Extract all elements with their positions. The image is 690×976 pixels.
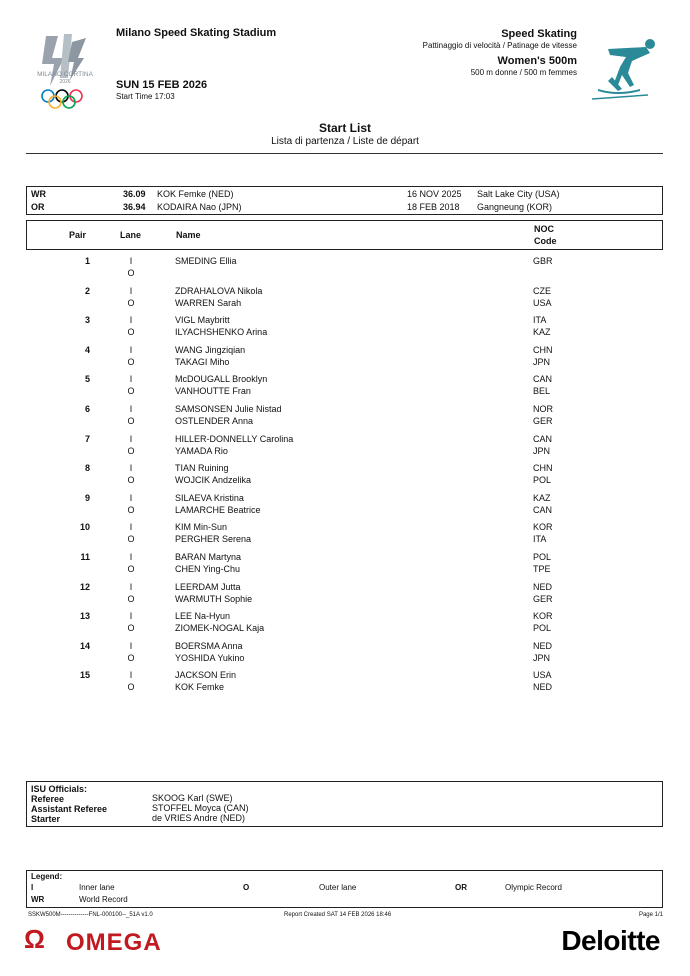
legend-code-inner: I	[31, 883, 34, 892]
pair-row-6	[26, 403, 663, 433]
lane-outer: O	[127, 534, 135, 545]
skater-name: LEE Na-Hyun	[175, 611, 231, 622]
lane-outer: O	[127, 327, 135, 338]
pair-number: 15	[79, 670, 90, 681]
lane-outer: O	[127, 682, 135, 693]
pair-row-7	[26, 433, 663, 463]
pair-row-5	[26, 373, 663, 403]
legend-text-or: Olympic Record	[505, 883, 562, 892]
report-created: Report Created SAT 14 FEB 2026 18:46	[284, 912, 392, 918]
lane-outer: O	[127, 593, 135, 604]
skater-name: WARREN Sarah	[175, 297, 242, 308]
lane-inner: I	[129, 285, 133, 296]
noc-code: TPE	[533, 564, 551, 574]
record-row-wr	[27, 188, 662, 201]
noc-code: JPN	[533, 445, 551, 456]
skater-name: YAMADA Rio	[175, 445, 228, 456]
skater-name: OSTLENDER Anna	[175, 416, 254, 426]
officials-heading: ISU Officials:	[31, 784, 88, 794]
lane-inner: I	[129, 552, 133, 562]
noc-code: CZE	[533, 285, 551, 296]
sport-translation: Pattinaggio di velocità / Patinage de vitesse	[422, 41, 577, 50]
skater-name: VIGL Maybritt	[175, 315, 230, 326]
pair-number: 13	[79, 611, 90, 622]
speed-skating-pictogram-icon	[588, 37, 668, 103]
pair-number: 7	[84, 433, 90, 444]
record-time: 36.94	[123, 202, 146, 212]
skater-name: ZDRAHALOVA Nikola	[175, 285, 263, 296]
event-name: Women's 500m	[497, 55, 577, 67]
skater-name: YOSHIDA Yukino	[175, 652, 245, 663]
record-holder: KODAIRA Nao (JPN)	[157, 202, 242, 212]
record-place: Salt Lake City (USA)	[477, 189, 560, 199]
referee-name: SKOOG Karl (SWE)	[152, 793, 233, 803]
noc-code: USA	[533, 670, 552, 681]
noc-code: GBR	[533, 256, 553, 266]
skater-name: VANHOUTTE Fran	[175, 386, 251, 397]
noc-code: ITA	[533, 534, 547, 545]
col-code-header: Code	[534, 236, 557, 246]
pair-number: 4	[84, 344, 90, 355]
lane-inner: I	[129, 492, 133, 503]
pair-row-8	[26, 462, 663, 492]
lane-outer: O	[127, 297, 135, 308]
noc-code: USA	[533, 297, 552, 308]
lane-outer: O	[127, 356, 135, 367]
pair-row-3	[26, 314, 663, 344]
legend-text-wr: World Record	[79, 895, 128, 904]
pair-row-4	[26, 344, 663, 374]
skater-name: BOERSMA Anna	[175, 640, 243, 651]
lane-outer: O	[127, 416, 135, 426]
starter-name: de VRIES Andre (NED)	[152, 813, 246, 823]
assistant-referee-name: STOFFEL Moyca (CAN)	[152, 803, 249, 813]
legend-code-or: OR	[455, 883, 467, 892]
noc-code: GER	[533, 593, 553, 604]
noc-code: NED	[533, 682, 553, 693]
pair-row-12	[26, 581, 663, 611]
pair-number: 9	[84, 492, 90, 503]
skater-name: LAMARCHE Beatrice	[175, 504, 261, 515]
noc-code: KOR	[533, 522, 553, 533]
skater-name: McDOUGALL Brooklyn	[175, 374, 268, 385]
sport-name: Speed Skating	[501, 28, 577, 40]
noc-code: CAN	[533, 374, 553, 385]
pair-row-14	[26, 640, 663, 670]
document-code: SSKW500M--------------FNL-000100--_51A v1.0	[28, 912, 153, 918]
logo-text: MILANO CORTINA	[37, 71, 93, 78]
col-noc-header: NOC	[534, 224, 554, 234]
noc-code: KAZ	[533, 327, 551, 338]
record-type: OR	[31, 202, 45, 212]
legend-heading: Legend:	[31, 872, 63, 881]
pair-row-13	[26, 610, 663, 640]
legend-code-wr: WR	[31, 895, 45, 904]
skater-name: WARMUTH Sophie	[175, 593, 253, 604]
skater-name: CHEN Ying-Chu	[175, 564, 241, 574]
record-type: WR	[31, 189, 46, 199]
noc-code: POL	[533, 623, 552, 634]
skater-name: WOJCIK Andzelika	[175, 475, 252, 486]
skater-name: ILYACHSHENKO Arina	[175, 327, 268, 338]
noc-code: CAN	[533, 504, 553, 515]
title-divider	[26, 153, 663, 154]
assistant-referee-label: Assistant Referee	[31, 804, 108, 814]
col-pair-header: Pair	[69, 230, 87, 240]
skater-name: SILAEVA Kristina	[175, 492, 244, 503]
lane-outer: O	[127, 623, 135, 634]
pair-row-15	[26, 669, 663, 699]
record-row-or	[27, 201, 662, 214]
skater-name: KOK Femke	[175, 682, 225, 693]
lane-inner: I	[129, 522, 133, 533]
record-time: 36.09	[123, 189, 146, 199]
noc-code: JPN	[533, 356, 551, 367]
skater-name: ZIOMEK-NOGAL Kaja	[175, 623, 265, 634]
skater-name: TAKAGI Miho	[175, 356, 230, 367]
legend-text-outer: Outer lane	[319, 883, 357, 892]
lane-inner: I	[129, 581, 133, 592]
lane-inner: I	[129, 374, 133, 385]
record-place: Gangneung (KOR)	[477, 202, 553, 212]
event-date: SUN 15 FEB 2026	[116, 79, 208, 91]
noc-code: CHN	[533, 463, 553, 474]
record-holder: KOK Femke (NED)	[157, 189, 234, 199]
noc-code: NOR	[533, 404, 553, 414]
record-date: 18 FEB 2018	[407, 202, 460, 212]
noc-code: GER	[533, 416, 553, 426]
start-time: Start Time 17:03	[116, 92, 175, 101]
lane-inner: I	[129, 611, 133, 622]
pair-number: 5	[84, 374, 90, 385]
lane-outer: O	[127, 386, 135, 397]
noc-code: POL	[533, 475, 552, 486]
skater-name: TIAN Ruining	[175, 463, 229, 474]
skater-name: PERGHER Serena	[175, 534, 252, 545]
lane-inner: I	[129, 670, 133, 681]
col-name-header: Name	[176, 230, 201, 240]
pair-row-10	[26, 521, 663, 551]
pair-number: 3	[84, 315, 90, 326]
skater-name: KIM Min-Sun	[175, 522, 228, 533]
referee-label: Referee	[31, 794, 65, 804]
olympic-rings-icon	[42, 90, 82, 108]
pair-row-9	[26, 492, 663, 522]
noc-code: CAN	[533, 433, 553, 444]
legend-text-inner: Inner lane	[79, 883, 115, 892]
page-number: Page 1/1	[638, 912, 663, 918]
lane-outer: O	[127, 564, 135, 574]
event-translation: 500 m donne / 500 m femmes	[470, 68, 577, 77]
lane-inner: I	[129, 256, 133, 266]
legend-box	[26, 870, 663, 908]
page-title: Start List	[318, 121, 371, 135]
skater-name: BARAN Martyna	[175, 552, 242, 562]
lane-inner: I	[129, 433, 133, 444]
noc-code: POL	[533, 552, 552, 562]
logo-year: 2026	[59, 79, 71, 85]
noc-code: KAZ	[533, 492, 551, 503]
noc-code: JPN	[533, 652, 551, 663]
lane-inner: I	[129, 315, 133, 326]
record-date: 16 NOV 2025	[407, 189, 462, 199]
pair-row-11	[26, 551, 663, 581]
legend-code-outer: O	[243, 883, 250, 892]
lane-outer: O	[127, 445, 135, 456]
page-subtitle: Lista di partenza / Liste de départ	[271, 136, 419, 147]
noc-code: KOR	[533, 611, 553, 622]
omega-logo: OMEGA	[66, 929, 162, 956]
lane-outer: O	[127, 652, 135, 663]
skater-name: SAMSONSEN Julie Nistad	[175, 404, 282, 414]
lane-outer: O	[127, 268, 135, 278]
starter-label: Starter	[31, 814, 61, 824]
omega-symbol-icon: Ω	[24, 924, 46, 954]
records-box	[26, 186, 663, 215]
start-list-table-header	[26, 220, 663, 250]
officials-box	[26, 781, 663, 827]
pair-number: 10	[79, 522, 90, 533]
lane-inner: I	[129, 640, 133, 651]
lane-inner: I	[129, 404, 133, 414]
pair-number: 11	[80, 552, 90, 562]
col-lane-header: Lane	[120, 230, 142, 240]
pair-number: 8	[84, 463, 90, 474]
skater-name: WANG Jingziqian	[175, 344, 246, 355]
noc-code: NED	[533, 640, 553, 651]
noc-code: NED	[533, 581, 553, 592]
pair-number: 2	[84, 285, 90, 296]
pair-number: 1	[84, 256, 90, 266]
pair-number: 14	[79, 640, 90, 651]
pair-row-1	[26, 255, 663, 285]
skater-name: SMEDING Ellia	[175, 256, 237, 266]
noc-code: CHN	[533, 344, 553, 355]
lane-inner: I	[129, 344, 133, 355]
pair-number: 12	[79, 581, 90, 592]
lane-inner: I	[129, 463, 133, 474]
milano-cortina-logo	[28, 28, 103, 113]
skater-name: JACKSON Erin	[175, 670, 237, 681]
skater-name: LEERDAM Jutta	[175, 581, 241, 592]
noc-code: BEL	[533, 386, 551, 397]
pair-row-2	[26, 285, 663, 315]
pair-number: 6	[84, 404, 90, 414]
deloitte-logo: Deloitte	[561, 925, 660, 956]
noc-code: ITA	[533, 315, 547, 326]
skater-name: HILLER-DONNELLY Carolina	[175, 433, 294, 444]
lane-outer: O	[127, 475, 135, 486]
lane-outer: O	[127, 504, 135, 515]
venue-name: Milano Speed Skating Stadium	[116, 27, 277, 39]
